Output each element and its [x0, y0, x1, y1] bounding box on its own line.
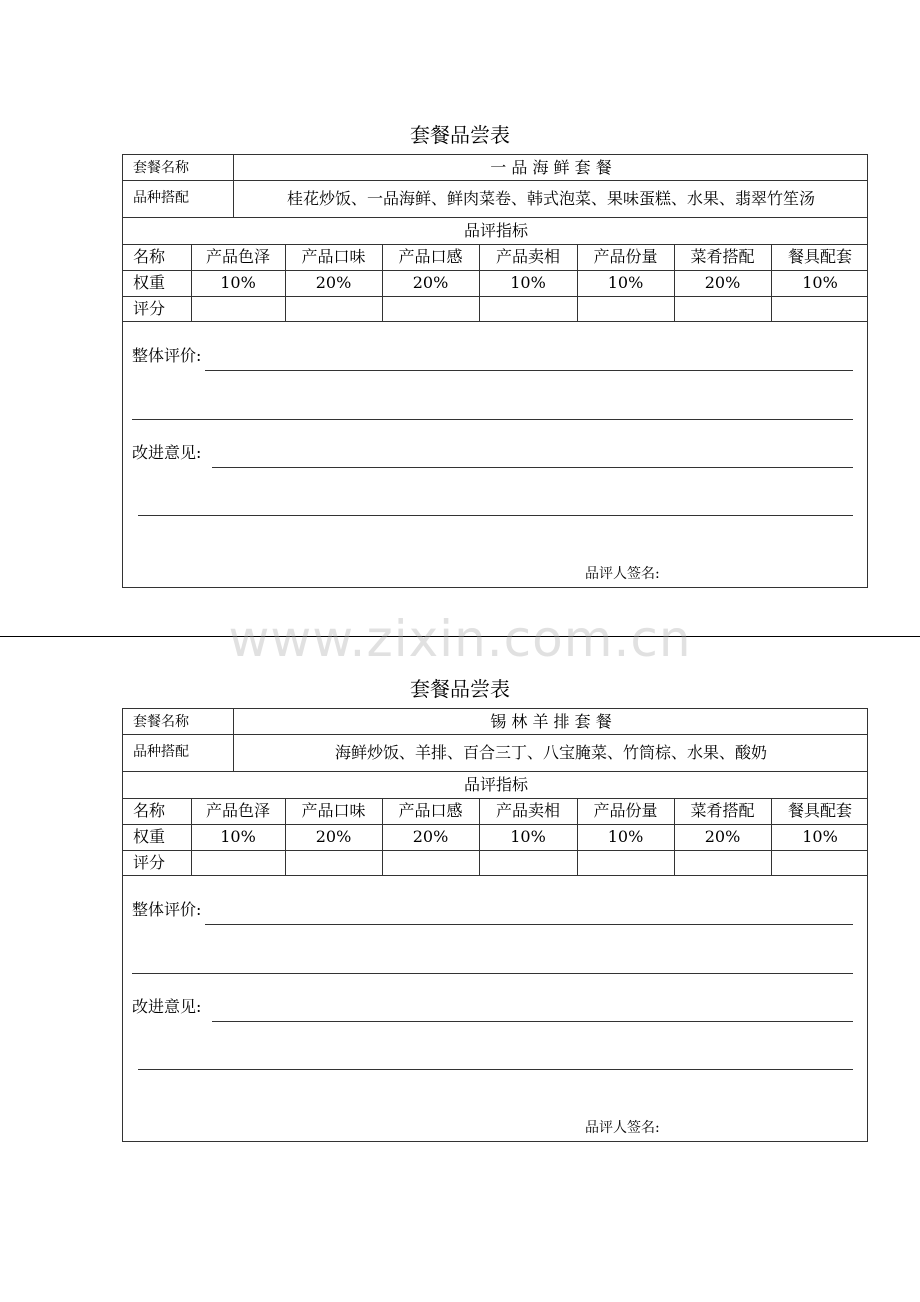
- score-input-tableware[interactable]: [771, 297, 869, 321]
- score-input-portion[interactable]: [577, 297, 674, 321]
- form-title: 套餐品尝表: [410, 677, 510, 701]
- score-input-appearance[interactable]: [479, 851, 577, 875]
- weight-value: 20%: [704, 273, 741, 292]
- header-texture: 产品口感: [398, 247, 463, 266]
- score-input-portion[interactable]: [577, 851, 674, 875]
- header-pairing: 菜肴搭配: [690, 801, 755, 820]
- section-title: 品评指标: [463, 775, 528, 794]
- score-input-tableware[interactable]: [771, 851, 869, 875]
- weight-value: 10%: [510, 273, 546, 292]
- overall-line-1[interactable]: [205, 370, 853, 371]
- tasting-form-2: [0, 675, 920, 1195]
- score-input-texture[interactable]: [382, 297, 479, 321]
- header-name: 名称: [133, 247, 166, 266]
- weight-value: 20%: [704, 827, 741, 846]
- improve-line-2[interactable]: [138, 1069, 853, 1070]
- weight-value: 10%: [220, 827, 256, 846]
- header-appearance: 产品卖相: [495, 801, 560, 820]
- overall-line-2[interactable]: [132, 973, 853, 974]
- improve-label: 改进意见:: [132, 997, 202, 1016]
- overall-label: 整体评价:: [132, 900, 202, 919]
- weight-label: 权重: [133, 273, 166, 292]
- form-table: [122, 154, 868, 588]
- combo-value: 海鲜炒饭、羊排、百合三丁、八宝腌菜、竹筒棕、水果、酸奶: [334, 743, 767, 762]
- header-pairing: 菜肴搭配: [690, 247, 755, 266]
- name-value: 锡 林 羊 排 套 餐: [490, 712, 612, 731]
- overall-line-2[interactable]: [132, 419, 853, 420]
- form-table: [122, 708, 868, 1142]
- overall-line-1[interactable]: [205, 924, 853, 925]
- score-label: 评分: [133, 299, 166, 318]
- weight-value: 10%: [802, 273, 838, 292]
- weight-value: 20%: [315, 273, 352, 292]
- header-name: 名称: [133, 801, 166, 820]
- weight-label: 权重: [133, 827, 166, 846]
- score-input-pairing[interactable]: [674, 297, 771, 321]
- weight-value: 20%: [412, 827, 449, 846]
- improve-line-2[interactable]: [138, 515, 853, 516]
- header-portion: 产品份量: [593, 247, 658, 266]
- weight-value: 10%: [220, 273, 256, 292]
- name-label: 套餐名称: [133, 160, 189, 176]
- score-input-appearance[interactable]: [479, 297, 577, 321]
- weight-value: 10%: [607, 273, 644, 292]
- header-texture: 产品口感: [398, 801, 463, 820]
- score-label: 评分: [133, 853, 166, 872]
- improve-line-1[interactable]: [212, 1021, 853, 1022]
- header-taste: 产品口味: [301, 801, 366, 820]
- score-input-color[interactable]: [191, 297, 285, 321]
- weight-value: 10%: [607, 827, 644, 846]
- signature-label: 品评人签名:: [585, 566, 660, 582]
- combo-label: 品种搭配: [133, 744, 189, 760]
- score-input-pairing[interactable]: [674, 851, 771, 875]
- overall-label: 整体评价:: [132, 346, 202, 365]
- name-value: 一 品 海 鲜 套 餐: [490, 158, 612, 177]
- section-title: 品评指标: [463, 221, 528, 240]
- weight-value: 10%: [510, 827, 546, 846]
- watermark: www.zixin.com.cn: [228, 610, 692, 668]
- combo-label: 品种搭配: [133, 190, 189, 206]
- header-taste: 产品口味: [301, 247, 366, 266]
- tasting-form-1: [0, 121, 920, 641]
- improve-line-1[interactable]: [212, 467, 853, 468]
- header-tableware: 餐具配套: [787, 247, 852, 266]
- score-input-texture[interactable]: [382, 851, 479, 875]
- weight-value: 20%: [315, 827, 352, 846]
- signature-label: 品评人签名:: [585, 1120, 660, 1136]
- score-input-color[interactable]: [191, 851, 285, 875]
- score-input-taste[interactable]: [285, 297, 382, 321]
- header-tableware: 餐具配套: [787, 801, 852, 820]
- header-appearance: 产品卖相: [495, 247, 560, 266]
- weight-value: 20%: [412, 273, 449, 292]
- header-color: 产品色泽: [205, 247, 270, 266]
- name-label: 套餐名称: [133, 714, 189, 730]
- header-portion: 产品份量: [593, 801, 658, 820]
- header-color: 产品色泽: [205, 801, 270, 820]
- weight-value: 10%: [802, 827, 838, 846]
- combo-value: 桂花炒饭、一品海鲜、鲜肉菜卷、韩式泡菜、果味蛋糕、水果、翡翠竹笙汤: [286, 189, 815, 208]
- form-title: 套餐品尝表: [410, 123, 510, 147]
- improve-label: 改进意见:: [132, 443, 202, 462]
- score-input-taste[interactable]: [285, 851, 382, 875]
